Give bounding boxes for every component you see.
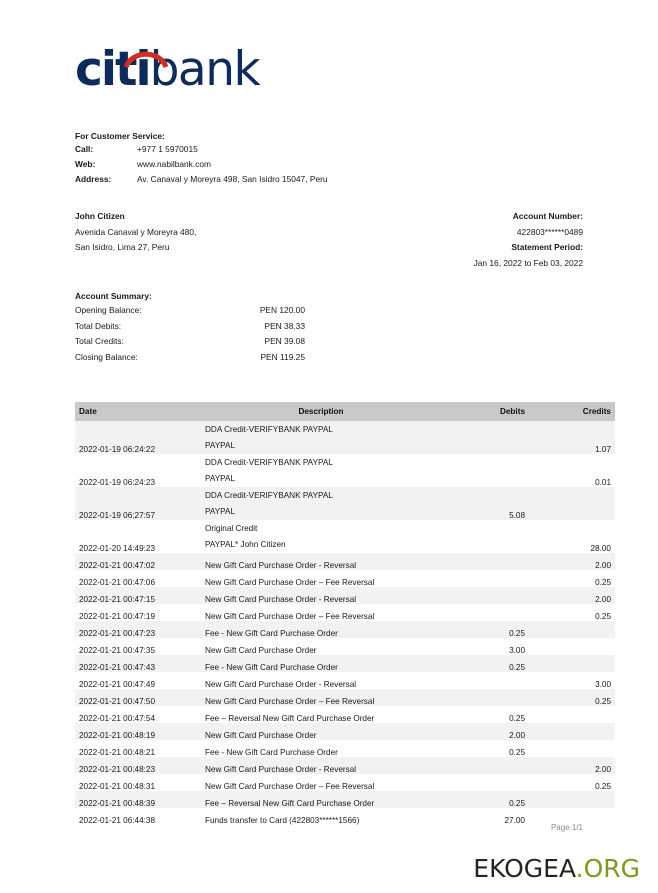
cell-date: 2022-01-20 14:49:23 — [75, 520, 201, 553]
cell-debit: 0.25 — [441, 706, 529, 723]
address-label: Address: — [75, 174, 112, 185]
table-row[interactable] — [75, 655, 615, 672]
cell-date: 2022-01-21 00:48:39 — [75, 791, 201, 808]
call-value: +977 1 5970015 — [137, 144, 198, 154]
cell-description: Funds transfer to Card (422803******1566) — [201, 808, 441, 825]
cell-debit — [441, 604, 529, 621]
description-line-2: PAYPAL — [205, 474, 236, 483]
transactions-table-body — [75, 421, 615, 825]
cell-credit — [529, 487, 615, 520]
cell-debit — [441, 587, 529, 604]
table-row[interactable] — [75, 706, 615, 723]
cell-credit: 0.01 — [529, 454, 615, 487]
customer-service-row-address — [75, 174, 495, 189]
account-holder-block — [75, 209, 375, 256]
cell-credit — [529, 706, 615, 723]
cell-date: 2022-01-21 06:44:38 — [75, 808, 201, 825]
customer-service-block — [75, 131, 495, 190]
cell-date: 2022-01-21 00:47:54 — [75, 706, 201, 723]
cell-date: 2022-01-19 06:27:57 — [75, 487, 201, 520]
table-row[interactable] — [75, 487, 615, 520]
cell-description: New Gift Card Purchase Order - Reversal — [201, 672, 441, 689]
statement-period-value: Jan 16, 2022 to Feb 03, 2022 — [473, 257, 583, 268]
table-row[interactable] — [75, 553, 615, 570]
cell-description: Fee - New Gift Card Purchase Order — [201, 655, 441, 672]
cell-debit: 2.00 — [441, 723, 529, 740]
cell-description: New Gift Card Purchase Order — [201, 723, 441, 740]
cell-description — [201, 454, 441, 487]
logo-bank-text: bank — [149, 42, 260, 97]
table-row[interactable] — [75, 791, 615, 808]
cell-description: New Gift Card Purchase Order - Reversal — [201, 553, 441, 570]
address-value: Av. Canaval y Moreyra 498, San Isidro 15047, Peru — [137, 174, 328, 185]
logo-citi-text: citi — [75, 42, 150, 97]
cell-date: 2022-01-21 00:47:23 — [75, 621, 201, 638]
table-row[interactable] — [75, 587, 615, 604]
description-line-1: DDA Credit-VERIFYBANK PAYPAL — [205, 491, 333, 500]
column-header-debits[interactable]: Debits — [441, 402, 529, 421]
cell-description: New Gift Card Purchase Order – Fee Reversal — [201, 604, 441, 621]
table-row[interactable] — [75, 570, 615, 587]
statement-period-label: Statement Period: — [511, 242, 583, 253]
cell-description: Fee - New Gift Card Purchase Order — [201, 621, 441, 638]
total-debits-label: Total Debits: — [75, 320, 122, 331]
cell-description: New Gift Card Purchase Order – Fee Reversal — [201, 689, 441, 706]
cell-credit: 2.00 — [529, 757, 615, 774]
account-summary-block — [75, 291, 305, 368]
watermark-name: EKOGEA — [473, 854, 576, 883]
cell-credit: 0.25 — [529, 604, 615, 621]
description-line-1: DDA Credit-VERIFYBANK PAYPAL — [205, 458, 333, 467]
column-header-credits[interactable]: Credits — [529, 402, 615, 421]
cell-date: 2022-01-21 00:47:35 — [75, 638, 201, 655]
description-line-1: DDA Credit-VERIFYBANK PAYPAL — [205, 425, 333, 434]
ekogea-watermark — [473, 854, 640, 883]
cell-credit: 0.25 — [529, 774, 615, 791]
cell-description: Fee – Reversal New Gift Card Purchase Order — [201, 791, 441, 808]
cell-date: 2022-01-21 00:48:31 — [75, 774, 201, 791]
summary-row-total-credits — [75, 336, 305, 352]
cell-debit: 27.00 — [441, 808, 529, 825]
cell-debit — [441, 520, 529, 553]
summary-row-opening-balance — [75, 305, 305, 321]
cell-credit — [529, 740, 615, 757]
cell-credit: 0.25 — [529, 570, 615, 587]
cell-date: 2022-01-21 00:48:21 — [75, 740, 201, 757]
cell-date: 2022-01-21 00:47:50 — [75, 689, 201, 706]
cell-date: 2022-01-21 00:47:49 — [75, 672, 201, 689]
cell-date: 2022-01-21 00:48:19 — [75, 723, 201, 740]
cell-credit: 3.00 — [529, 672, 615, 689]
cell-description — [201, 421, 441, 454]
web-value[interactable]: www.nabilbank.com — [137, 159, 212, 170]
cell-debit — [441, 689, 529, 706]
cell-description: Fee - New Gift Card Purchase Order — [201, 740, 441, 757]
account-holder-name: John Citizen — [75, 211, 125, 221]
cell-date: 2022-01-19 06:24:22 — [75, 421, 201, 454]
description-line-2: PAYPAL — [205, 507, 236, 516]
transactions-header-row — [75, 402, 615, 421]
table-row[interactable] — [75, 421, 615, 454]
cell-debit — [441, 553, 529, 570]
table-row[interactable] — [75, 638, 615, 655]
total-debits-value: PEN 38.33 — [264, 320, 305, 331]
cell-debit: 3.00 — [441, 638, 529, 655]
total-credits-label: Total Credits: — [75, 336, 124, 347]
cell-credit — [529, 655, 615, 672]
table-row[interactable] — [75, 757, 615, 774]
opening-balance-label: Opening Balance: — [75, 305, 142, 315]
page-indicator: Page 1/1 — [550, 823, 583, 832]
cell-debit: 0.25 — [441, 740, 529, 757]
table-row[interactable] — [75, 520, 615, 553]
cell-date: 2022-01-21 00:47:06 — [75, 570, 201, 587]
cell-debit — [441, 454, 529, 487]
citibank-logo — [75, 38, 259, 100]
account-number-label: Account Number: — [512, 211, 583, 221]
closing-balance-label: Closing Balance: — [75, 352, 138, 363]
logo-wordmark — [75, 38, 259, 101]
table-row[interactable] — [75, 454, 615, 487]
cell-credit: 2.00 — [529, 587, 615, 604]
account-holder-address-line-2: San Isidro, Lima 27, Peru — [75, 242, 170, 253]
cell-debit — [441, 570, 529, 587]
description-line-2: PAYPAL — [205, 441, 236, 450]
cell-credit: 1.07 — [529, 421, 615, 454]
cell-date: 2022-01-21 00:48:23 — [75, 757, 201, 774]
description-line-2: PAYPAL* John Citizen — [205, 540, 286, 549]
customer-service-row-web — [75, 159, 495, 174]
description-line-1: Original Credit — [205, 524, 258, 533]
cell-description — [201, 487, 441, 520]
cell-debit — [441, 757, 529, 774]
cell-credit — [529, 723, 615, 740]
table-row[interactable] — [75, 672, 615, 689]
watermark-tld: .ORG — [575, 854, 640, 883]
cell-debit: 5.08 — [441, 487, 529, 520]
column-header-date[interactable]: Date — [75, 402, 201, 421]
web-label: Web: — [75, 159, 96, 170]
cell-date: 2022-01-21 00:47:43 — [75, 655, 201, 672]
transactions-table — [75, 402, 615, 825]
account-number-value: 422803******0489 — [516, 226, 583, 237]
cell-debit: 0.25 — [441, 655, 529, 672]
summary-row-total-debits — [75, 321, 305, 337]
cell-credit — [529, 621, 615, 638]
cell-debit — [441, 421, 529, 454]
cell-credit — [529, 791, 615, 808]
cell-debit — [441, 774, 529, 791]
table-row[interactable] — [75, 774, 615, 791]
table-row[interactable] — [75, 689, 615, 706]
table-row[interactable] — [75, 740, 615, 757]
cell-description — [201, 520, 441, 553]
cell-date: 2022-01-21 00:47:02 — [75, 553, 201, 570]
account-holder-address-line-1: Avenida Canaval y Moreyra 480, — [75, 226, 197, 237]
cell-credit: 28.00 — [529, 520, 615, 553]
cell-debit: 0.25 — [441, 621, 529, 638]
total-credits-value: PEN 39.08 — [264, 336, 305, 347]
cell-description: New Gift Card Purchase Order — [201, 638, 441, 655]
cell-date: 2022-01-21 00:47:19 — [75, 604, 201, 621]
customer-service-row-call — [75, 144, 495, 159]
table-row[interactable] — [75, 723, 615, 740]
account-details-block — [343, 209, 583, 271]
table-row[interactable] — [75, 621, 615, 638]
transactions-table-head — [75, 402, 615, 421]
cell-credit — [529, 638, 615, 655]
cell-debit: 0.25 — [441, 791, 529, 808]
customer-service-title: For Customer Service: — [75, 131, 165, 141]
cell-date: 2022-01-21 00:47:15 — [75, 587, 201, 604]
summary-row-closing-balance — [75, 352, 305, 368]
call-label: Call: — [75, 144, 94, 154]
account-summary-title: Account Summary: — [75, 291, 152, 301]
cell-description: New Gift Card Purchase Order – Fee Reversal — [201, 774, 441, 791]
opening-balance-value: PEN 120.00 — [259, 305, 305, 315]
cell-description: New Gift Card Purchase Order - Reversal — [201, 587, 441, 604]
cell-date: 2022-01-19 06:24:23 — [75, 454, 201, 487]
cell-description: New Gift Card Purchase Order – Fee Reversal — [201, 570, 441, 587]
column-header-description[interactable]: Description — [201, 402, 441, 421]
cell-debit — [441, 672, 529, 689]
cell-description: New Gift Card Purchase Order - Reversal — [201, 757, 441, 774]
closing-balance-value: PEN 119.25 — [260, 352, 305, 363]
cell-credit: 0.25 — [529, 689, 615, 706]
cell-credit: 2.00 — [529, 553, 615, 570]
cell-description: Fee – Reversal New Gift Card Purchase Order — [201, 706, 441, 723]
table-row[interactable] — [75, 604, 615, 621]
